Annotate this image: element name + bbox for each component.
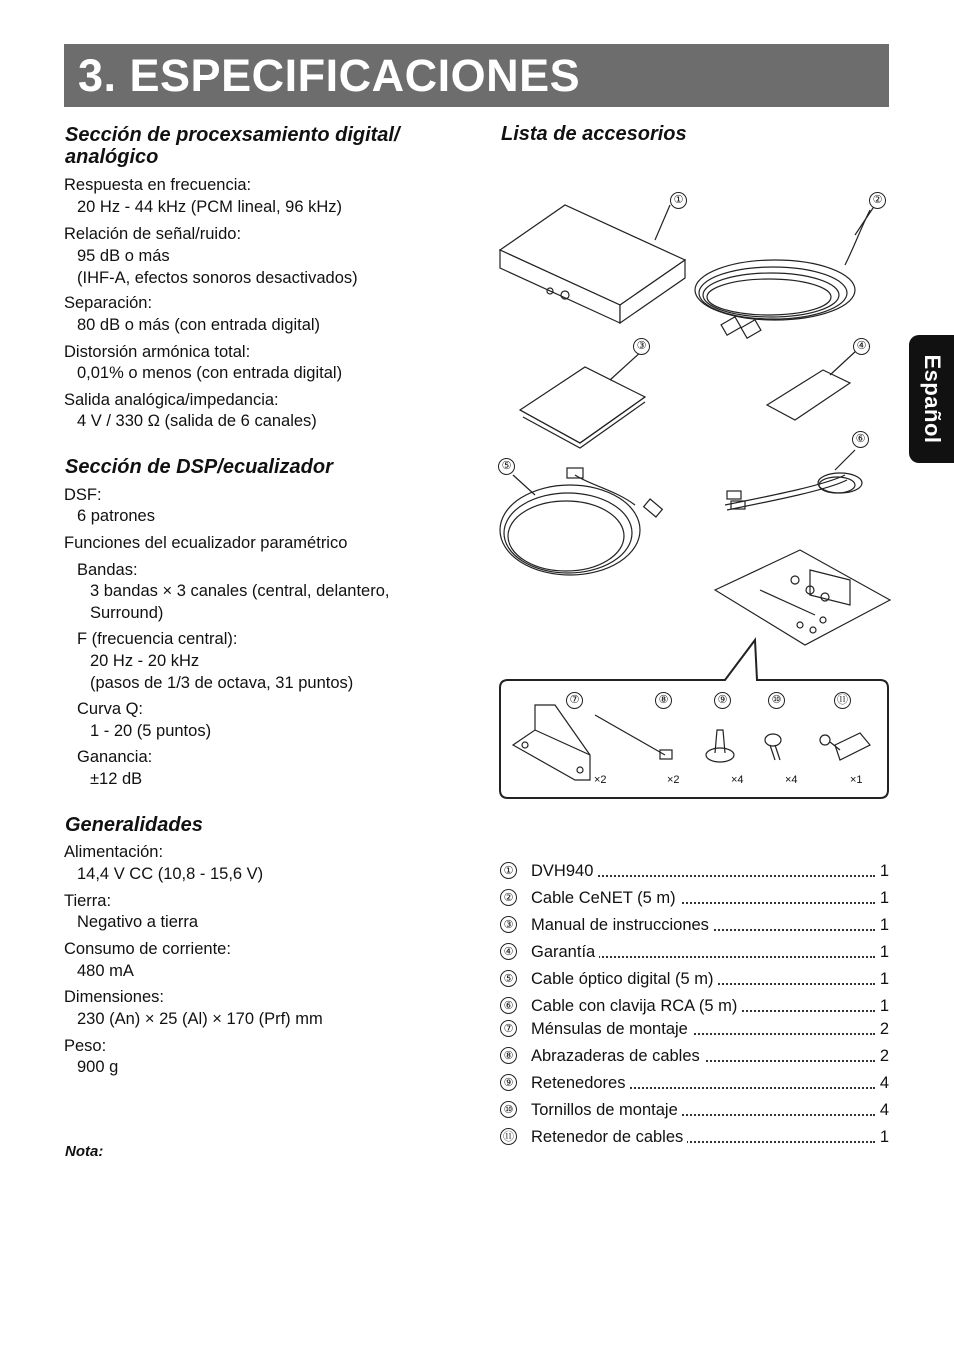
- figure-number: ⑤: [498, 458, 515, 475]
- spec-label: Relación de señal/ruido:: [64, 225, 242, 243]
- language-tab: [909, 335, 954, 463]
- hardware-bag-drawing: [715, 550, 890, 645]
- spec-value: 3 bandas × 3 canales (central, delantero,: [90, 582, 390, 600]
- accessory-row: [500, 887, 889, 909]
- spec-label: Distorsión armónica total:: [64, 343, 251, 361]
- digital-section-heading: [65, 124, 400, 168]
- accessory-row: [500, 968, 889, 990]
- quantity-label: ×2: [667, 774, 680, 786]
- figure-number: ③: [633, 338, 650, 355]
- spec-value: 20 Hz - 20 kHz: [90, 652, 200, 670]
- accessory-quantity: 4: [876, 1072, 889, 1094]
- accessory-name: DVH940: [531, 860, 597, 882]
- quantity-label: ×2: [594, 774, 607, 786]
- rca-cable-drawing: [725, 450, 862, 510]
- accessory-number: ⑤: [500, 970, 517, 987]
- digital-heading-line2: analógico: [65, 146, 159, 168]
- figure-number: ⑥: [852, 431, 869, 448]
- accessory-quantity: 2: [876, 1018, 889, 1040]
- general-section-heading: Generalidades: [65, 814, 203, 836]
- accessory-row: [500, 1099, 889, 1121]
- accessory-number: ②: [500, 889, 517, 906]
- spec-value: 1 - 20 (5 puntos): [90, 722, 212, 740]
- spec-value: (IHF-A, efectos sonoros desactivados): [77, 269, 358, 287]
- spec-label: Dimensiones:: [64, 988, 164, 1006]
- optical-cable-drawing: [500, 468, 662, 575]
- accessory-quantity: 1: [876, 968, 889, 990]
- accessory-number: ⑪: [500, 1128, 517, 1145]
- spec-label: F (frecuencia central):: [77, 630, 238, 648]
- quantity-label: ×4: [731, 774, 744, 786]
- spec-label: Respuesta en frecuencia:: [64, 176, 252, 194]
- accessory-quantity: 1: [876, 1126, 889, 1148]
- accessory-row: [500, 941, 889, 963]
- accessory-name: Cable CeNET (5 m): [531, 887, 680, 909]
- figure-number: ⑦: [566, 692, 583, 709]
- figure-number: ④: [853, 338, 870, 355]
- cenet-cable-drawing: [695, 205, 875, 338]
- dsp-section-heading: Sección de DSP/ecualizador: [65, 456, 333, 478]
- spec-value: (pasos de 1/3 de octava, 31 puntos): [90, 674, 354, 692]
- spec-value: 900 g: [77, 1058, 119, 1076]
- page-title: 3. ESPECIFICACIONES: [78, 50, 581, 101]
- accessory-row: [500, 914, 889, 936]
- spec-value: 95 dB o más: [77, 247, 170, 265]
- accessory-row: [500, 1126, 889, 1148]
- accessory-quantity: 2: [876, 1045, 889, 1067]
- spec-value: 4 V / 330 Ω (salida de 6 canales): [77, 412, 317, 430]
- spec-value: ±12 dB: [90, 770, 143, 788]
- spec-label: Alimentación:: [64, 843, 164, 861]
- manual-drawing: [520, 350, 645, 448]
- quantity-label: ×4: [785, 774, 798, 786]
- accessory-name: Retenedores: [531, 1072, 629, 1094]
- accessory-quantity: 1: [876, 941, 889, 963]
- spec-value: 20 Hz - 44 kHz (PCM lineal, 96 kHz): [77, 198, 342, 216]
- accessory-number: ⑧: [500, 1047, 517, 1064]
- accessory-row: [500, 1018, 889, 1040]
- accessories-illustration: [495, 185, 895, 805]
- accessory-name: Cable óptico digital (5 m): [531, 968, 718, 990]
- spec-label: Tierra:: [64, 892, 112, 910]
- unit-drawing: [500, 205, 685, 323]
- accessory-quantity: 1: [876, 995, 889, 1017]
- spec-value: 480 mA: [77, 962, 134, 980]
- accessory-row: [500, 1072, 889, 1094]
- figure-number: ⑨: [714, 692, 731, 709]
- accessory-row: [500, 995, 889, 1017]
- accessory-row: [500, 860, 889, 882]
- spec-value: 0,01% o menos (con entrada digital): [77, 364, 343, 382]
- figure-number: ⑪: [834, 692, 851, 709]
- accessory-number: ④: [500, 943, 517, 960]
- warranty-drawing: [767, 350, 857, 420]
- figure-number: ⑧: [655, 692, 672, 709]
- accessory-number: ⑨: [500, 1074, 517, 1091]
- nota-label: Nota:: [65, 1143, 104, 1160]
- language-tab-label: Español: [919, 354, 945, 444]
- accessory-number: ③: [500, 916, 517, 933]
- accessory-name: Abrazaderas de cables: [531, 1045, 704, 1067]
- spec-label: DSF:: [64, 486, 102, 504]
- figure-number: ②: [869, 192, 886, 209]
- spec-value: Surround): [90, 604, 164, 622]
- accessory-name: Manual de instrucciones: [531, 914, 713, 936]
- accessory-quantity: 4: [876, 1099, 889, 1121]
- accessory-quantity: 1: [876, 914, 889, 936]
- spec-label: Ganancia:: [77, 748, 153, 766]
- accessory-row: [500, 1045, 889, 1067]
- spec-label: Salida analógica/impedancia:: [64, 391, 279, 409]
- accessory-quantity: 1: [876, 860, 889, 882]
- accessory-name: Garantía: [531, 941, 599, 963]
- spec-label: Separación:: [64, 294, 153, 312]
- spec-value: 14,4 V CC (10,8 - 15,6 V): [77, 865, 264, 883]
- accessory-name: Ménsulas de montaje: [531, 1018, 692, 1040]
- accessories-heading: Lista de accesorios: [501, 123, 687, 145]
- figure-number: ①: [670, 192, 687, 209]
- spec-value: 80 dB o más (con entrada digital): [77, 316, 321, 334]
- spec-label: Peso:: [64, 1037, 107, 1055]
- spec-label: Funciones del ecualizador paramétrico: [64, 534, 348, 552]
- quantity-label: ×1: [850, 774, 863, 786]
- spec-value: 230 (An) × 25 (Al) × 170 (Prf) mm: [77, 1010, 323, 1028]
- digital-heading-line1: Sección de procexsamiento digital/: [65, 124, 400, 146]
- spec-label: Curva Q:: [77, 700, 144, 718]
- spec-value: 6 patrones: [77, 507, 155, 525]
- title-bar: [64, 44, 889, 107]
- spec-label: Bandas:: [77, 561, 138, 579]
- accessory-quantity: 1: [876, 887, 889, 909]
- spec-value: Negativo a tierra: [77, 913, 199, 931]
- accessory-name: Cable con clavija RCA (5 m): [531, 995, 741, 1017]
- figure-number: ⑩: [768, 692, 785, 709]
- accessory-number: ①: [500, 862, 517, 879]
- accessory-number: ⑩: [500, 1101, 517, 1118]
- accessory-name: Retenedor de cables: [531, 1126, 687, 1148]
- accessory-name: Tornillos de montaje: [531, 1099, 682, 1121]
- accessory-number: ⑦: [500, 1020, 517, 1037]
- accessory-number: ⑥: [500, 997, 517, 1014]
- spec-label: Consumo de corriente:: [64, 940, 231, 958]
